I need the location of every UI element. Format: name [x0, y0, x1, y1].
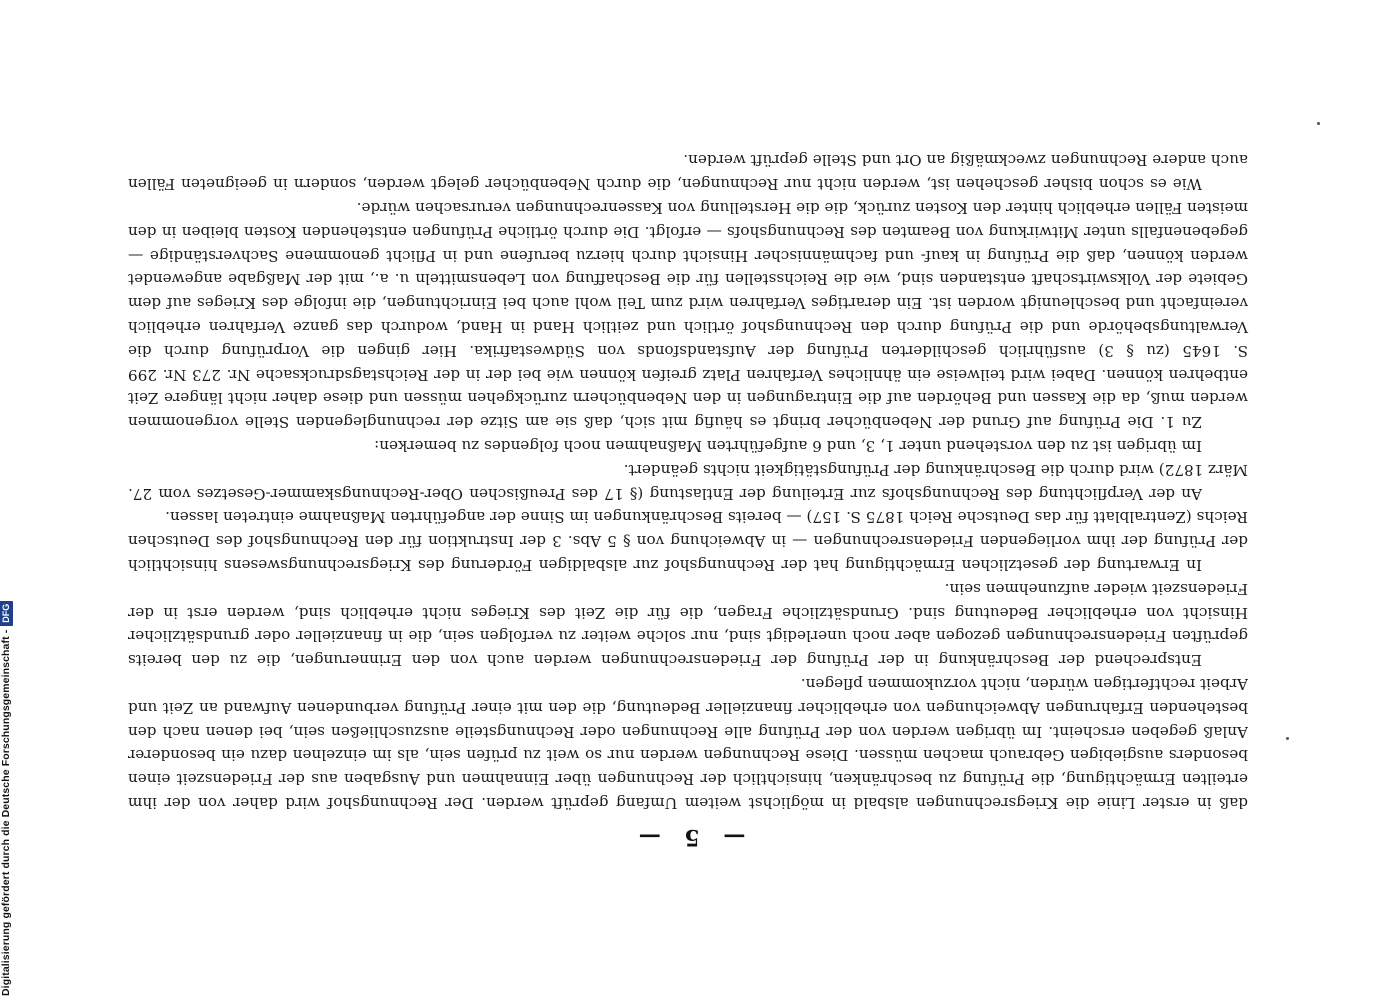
- scan-speck: [1317, 122, 1320, 125]
- paragraph: Im übrigen ist zu den vorstehend unter 1, 3, und 6 aufgeführten Maßnahmen noch folgendes zu bemerken:: [374, 437, 1202, 456]
- paragraph: An der Verpflichtung des Rechnungshofs zur Erteilung der Entlastung (§ 17 des Preußischen Ober-Rechnungskammer-Gesetzes vom 27. März 1872) wird durch die Beschränkung der Prüfungstätigkeit nichts geändert.: [128, 460, 1248, 503]
- paragraph: Wie es schon bisher geschehen ist, werden nicht nur Rechnungen, die durch Nebenbücher gelegt werden, sondern in geeigneten Fällen auch andere Rechnungen zweckmäßig an Ort und Stelle geprüft werden.: [128, 151, 1248, 194]
- page-number: — 5 —: [630, 824, 746, 850]
- paragraph: Zu 1. Die Prüfung auf Grund der Nebenbücher bringt es häufig mit sich, daß sie am Sitze der rechnunglegenden Stelle vorgenommen werden muß, da die Kassen und Behörden auf die Eintragungen in den Nebenbüchern zurückgehen müssen und diese daher nicht längere Zeit entbehren können. Dabei wird teilweise ein ähnliches Verfahren Platz greifen können wie bei der in der Reichstagsdrucksache Nr. 273 Nr. 299 S. 1645 (zu § 3) ausführlich geschilderten Prüfung der Aufstandsfonds von Südwestafrika. Hier gingen die Vorprüfung durch die Verwaltungsbehörde und die Prüfung durch den Rechnungshof örtlich und zeitlich Hand in Hand, wodurch das ganze Verfahren erheblich vereinfacht und beschleunigt worden ist. Ein derartiges Verfahren wird zum Teil wohl auch bei Einrichtungen, die infolge des Krieges auf dem Gebiete der Volkswirtschaft entstanden sind, wie die Reichsstellen für die Beschaffung von Lebensmitteln u. a., mit der Maßgabe angewendet werden können, daß die Prüfung in kauf- und fachmännischer Hinsicht durch hierzu berufene und in Pflicht genommene Sachverständige — gegebenenfalls unter Mitwirkung von Beamten des Rechnungshofs — erfolgt. Die durch örtliche Prüfungen entstehenden Kosten bleiben in den meisten Fällen erheblich hinter den Kosten zurück, die die Herstellung von Kassenrechnungen verursachen würde.: [128, 199, 1248, 432]
- paragraph-container: [128, 148, 1248, 814]
- funding-note: Digitalisierung gefördert durch die Deutsche Forschungsgemeinschaft -: [0, 629, 12, 996]
- paragraph: Entsprechend der Beschränkung in der Prüfung der Friedensrechnungen werden auch von den Erinnerungen, die zu den bereits geprüften Friedensrechnungen gezogen aber noch unerledigt sind, nur solche weiter zu verfolgen sein, die in finanzieller oder grundsätzlicher Hinsicht von erheblicher Bedeutung sind. Grundsätzliche Fragen, die für die Zeit des Krieges nicht erheblich sind, werden erst in der Friedenszeit wieder aufzunehmen sein.: [128, 579, 1248, 670]
- paragraph: In Erwartung der gesetzlichen Ermächtigung hat der Rechnungshof zur alsbaldigen Förderung des Kriegsrechnungswesens hinsichtlich der Prüfung der ihm vorliegenden Friedensrechnungen — in Abweichung von § 5 Abs. 3 der Instruktion für den Rechnungshof des Deutschen Reichs (Zentralblatt für das Deutsche Reich 1875 S. 157) — bereits Beschränkungen im Sinne der angeführten Maßnahme eintreten lassen.: [128, 508, 1248, 575]
- rotated-text-block: [128, 150, 1248, 850]
- scan-speck: [1286, 737, 1289, 740]
- dfg-logo: DFG: [0, 601, 13, 626]
- paragraph: daß in erster Linie die Kriegsrechnungen alsbald in möglichst weitem Umfang geprüft werden. Der Rechnungshof wird daher von der ihm erteilten Ermächtigung, die Prüfung zu beschränken, hinsichtlich der Rechnungen über Einnahmen und Ausgaben aus der Friedenszeit einen besonders ausgiebigen Gebrauch machen müssen. Diese Rechnungen werden nur so weit zu prüfen sein, als im einzelnen dazu ein besonderer Anlaß gegeben erscheint. Im übrigen werden von der Prüfung alle Rechnungen oder Rechnungsteile auszuschließen sein, bei denen nach den bestehenden Erfahrungen Abweichungen von erheblicher finanzieller Bedeutung, die den mit einer Prüfung verbundenen Aufwand an Zeit und Arbeit rechtfertigen würden, nicht vorzukommen pflegen.: [128, 675, 1248, 812]
